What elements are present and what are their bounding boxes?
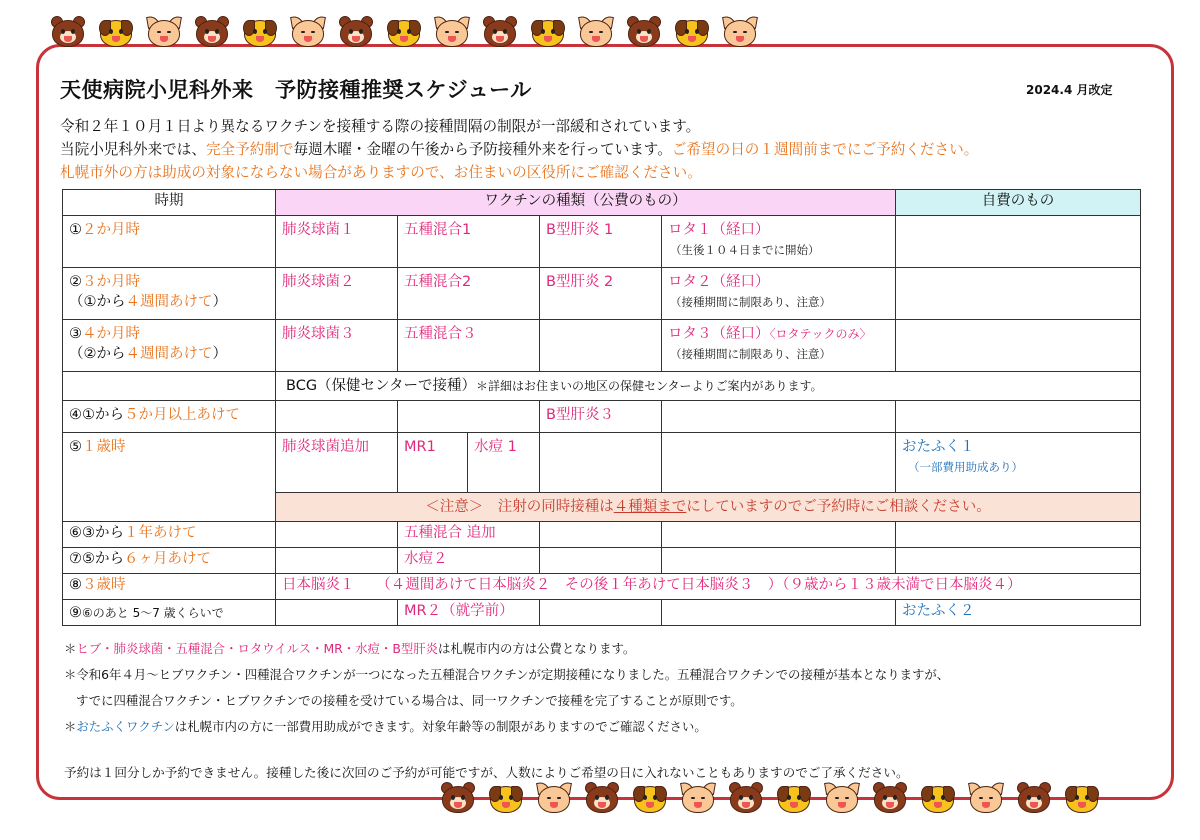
- notice-text: ＜注意＞ 注射の同時接種は: [425, 499, 614, 515]
- header-public-vaccines: ワクチンの種類（公費のもの）: [276, 190, 896, 216]
- period-cell: [63, 600, 276, 626]
- table-row: [63, 548, 1141, 574]
- intro-text: [60, 115, 978, 184]
- period-interval: １年あけて: [124, 525, 197, 541]
- intro-schedule: 毎週木曜・金曜の午後から予防接種外来を行っています。: [293, 141, 672, 158]
- vaccine-cell: [540, 600, 662, 626]
- table-row: [63, 268, 1141, 320]
- table-row: [63, 216, 1141, 268]
- period-sub: ①から: [82, 407, 124, 423]
- period-sub-end: ）: [212, 294, 227, 310]
- period-cell: [63, 574, 276, 600]
- vaccine-name: ロタ３（経口）: [668, 326, 770, 342]
- dog-icon: [530, 16, 566, 48]
- table-row: [63, 600, 1141, 626]
- dog-icon: [674, 16, 710, 48]
- vaccine-name: ロタ２（経口）: [668, 274, 770, 290]
- bear-icon: [50, 16, 86, 48]
- period-cell: [63, 268, 276, 320]
- table-row: [63, 433, 1141, 493]
- self-pay-cell: [896, 522, 1141, 548]
- page-title: 天使病院小児科外来 予防接種推奨スケジュール: [60, 78, 532, 102]
- period-sub-end: ）: [212, 346, 227, 362]
- bcg-label: BCG（保健センターで接種）: [286, 378, 476, 394]
- footnotes: [64, 636, 949, 740]
- vaccine-cell: [662, 600, 896, 626]
- vaccine-cell: 肺炎球菌追加: [276, 433, 398, 493]
- vaccine-cell: [540, 548, 662, 574]
- bcg-cell: [276, 372, 1141, 401]
- self-pay-cell: [896, 268, 1141, 320]
- vaccine-cell: 日本脳炎１ （４週間あけて日本脳炎２ その後１年あけて日本脳炎３ ）（９歳から１３歳未満で日本脳炎４）: [276, 574, 1141, 600]
- vaccine-cell: [276, 600, 398, 626]
- cat-icon: [824, 782, 860, 814]
- dog-icon: [488, 782, 524, 814]
- bcg-note: ＊詳細はお住まいの地区の保健センターよりご案内があります。: [475, 379, 823, 393]
- bear-icon: [626, 16, 662, 48]
- vaccine-cell: 肺炎球菌３: [276, 320, 398, 372]
- dog-icon: [98, 16, 134, 48]
- footnote-2: ＊令和6年４月〜ヒブワクチン・四種混合ワクチンが一つになった五種混合ワクチンが定期接種になりました。五種混合ワクチンでの接種が基本となりますが、: [64, 667, 950, 682]
- self-pay-cell: [896, 548, 1141, 574]
- footnote-1: [64, 636, 949, 662]
- vaccine-cell: [662, 216, 896, 268]
- period-cell: [63, 548, 276, 574]
- vaccine-cell: [662, 401, 896, 433]
- vaccine-cell: 五種混合３: [398, 320, 540, 372]
- cat-icon: [968, 782, 1004, 814]
- row-number: ③: [69, 326, 82, 342]
- table-row-bcg: [63, 372, 1141, 401]
- footnote-text: は札幌市内の方に一部費用助成ができます。対象年齢等の制限がありますのでご確認ください。: [174, 719, 707, 734]
- period-sub: ③から: [82, 525, 124, 541]
- vaccination-schedule-table: [62, 189, 1141, 626]
- vaccine-cell: 水痘 1: [468, 433, 540, 493]
- vaccine-cell: MR1: [398, 433, 468, 493]
- bear-icon: [584, 782, 620, 814]
- period-label: ４か月時: [82, 326, 140, 342]
- intro-line-1: 令和２年１０月１日より異なるワクチンを接種する際の接種間隔の制限が一部緩和されています。: [60, 118, 701, 135]
- intro-reservation-only: 完全予約制で: [205, 141, 294, 158]
- vaccine-cell: [276, 522, 398, 548]
- intro-line-2: [60, 138, 978, 161]
- vaccine-cell: [662, 548, 896, 574]
- vaccine-cell: 五種混合2: [398, 268, 540, 320]
- period-cell: [63, 372, 276, 401]
- cat-icon: [722, 16, 758, 48]
- vaccine-cell: 肺炎球菌１: [276, 216, 398, 268]
- vaccine-note: （接種期間に制限あり、注意）: [670, 347, 831, 361]
- dog-icon: [632, 782, 668, 814]
- self-pay-cell: [896, 433, 1141, 493]
- period-sub: ⑤から: [82, 551, 124, 567]
- cat-icon: [146, 16, 182, 48]
- footnote-star: ＊: [64, 641, 77, 656]
- row-number: ⑤: [69, 439, 82, 455]
- cat-icon: [680, 782, 716, 814]
- self-pay-cell: [896, 401, 1141, 433]
- self-pay-vaccine: おたふく１: [902, 439, 975, 455]
- bear-icon: [728, 782, 764, 814]
- vaccine-cell: [662, 320, 896, 372]
- vaccine-cell: 肺炎球菌２: [276, 268, 398, 320]
- vaccine-cell: B型肝炎 2: [540, 268, 662, 320]
- vaccine-cell: [540, 433, 662, 493]
- bear-icon: [440, 782, 476, 814]
- vaccine-cell: [662, 522, 896, 548]
- vaccine-cell: 五種混合1: [398, 216, 540, 268]
- header-period: 時期: [63, 190, 276, 216]
- footnote-star: ＊: [64, 719, 77, 734]
- dog-icon: [920, 782, 956, 814]
- vaccine-name: ロタ１（経口）: [668, 222, 770, 238]
- vaccine-note: （生後１０４日までに開始）: [670, 243, 820, 257]
- bear-icon: [1016, 782, 1052, 814]
- table-row: [63, 401, 1141, 433]
- intro-booking-deadline: ご希望の日の１週間前までにご予約ください。: [671, 141, 979, 158]
- animal-border-bottom: [440, 782, 1100, 814]
- period-cell: [63, 216, 276, 268]
- bear-icon: [482, 16, 518, 48]
- self-pay-cell: [896, 320, 1141, 372]
- cat-icon: [536, 782, 572, 814]
- animal-border-top: [50, 16, 758, 48]
- period-cell: [63, 522, 276, 548]
- dog-icon: [776, 782, 812, 814]
- notice-limit: ４種類まで: [613, 499, 687, 515]
- vaccine-note: （接種期間に制限あり、注意）: [670, 295, 831, 309]
- row-number: ①: [69, 222, 82, 238]
- row-number: ⑥: [69, 525, 82, 541]
- vaccine-cell: [276, 548, 398, 574]
- period-label: ２か月時: [82, 222, 140, 238]
- dog-icon: [242, 16, 278, 48]
- header-self-pay: 自費のもの: [896, 190, 1141, 216]
- table-row: [63, 522, 1141, 548]
- footnote-public-vaccines: ヒブ・肺炎球菌・五種混合・ロタウイルス・MR・水痘・B型肝炎: [76, 641, 438, 656]
- bear-icon: [338, 16, 374, 48]
- table-header-row: [63, 190, 1141, 216]
- table-row: [63, 574, 1141, 600]
- vaccine-cell: [662, 433, 896, 493]
- footnote-4: [64, 714, 949, 740]
- vaccine-cell: B型肝炎３: [540, 401, 662, 433]
- period-cell: [63, 433, 276, 522]
- period-interval: ４週間あけて: [125, 346, 213, 362]
- footnote-3: すでに四種混合ワクチン・ヒブワクチンでの接種を受けている場合は、同一ワクチンで接種を完了することが原則です。: [76, 693, 743, 708]
- row-number: ②: [69, 274, 82, 290]
- bear-icon: [194, 16, 230, 48]
- period-label: ⑥のあと 5〜7 歳くらいで: [82, 606, 224, 620]
- dog-icon: [1064, 782, 1100, 814]
- cat-icon: [434, 16, 470, 48]
- row-number: ⑨: [69, 605, 82, 621]
- revision-date: 2024.4 月改定: [1026, 83, 1113, 97]
- period-label: １歳時: [82, 439, 126, 455]
- vaccine-cell: 水痘２: [398, 548, 540, 574]
- vaccine-cell: [540, 320, 662, 372]
- period-label: ３か月時: [82, 274, 140, 290]
- row-number: ④: [69, 407, 82, 423]
- footnote-text: は札幌市内の方は公費となります。: [438, 641, 636, 656]
- closing-note: 予約は１回分しか予約できません。接種した後に次回のご予約が可能ですが、人数によりご希望の日に入れないこともありますのでご了承ください。: [64, 765, 909, 780]
- vaccine-extra: 〈ロタテックのみ〉: [769, 327, 872, 341]
- dog-icon: [386, 16, 422, 48]
- intro-line-3: 札幌市外の方は助成の対象にならない場合がありますので、お住まいの区役所にご確認ください。: [60, 164, 702, 181]
- notice-text-end: にしていますのでご予約時にご相談ください。: [686, 499, 991, 515]
- period-sub: （②から: [69, 346, 126, 362]
- vaccine-cell: [662, 268, 896, 320]
- period-cell: [63, 320, 276, 372]
- cat-icon: [578, 16, 614, 48]
- row-number: ⑧: [69, 577, 82, 593]
- self-pay-note: （一部費用助成あり）: [908, 460, 1024, 474]
- self-pay-cell: [896, 216, 1141, 268]
- period-label: ３歳時: [82, 577, 126, 593]
- table-row: [63, 320, 1141, 372]
- vaccine-cell: B型肝炎 1: [540, 216, 662, 268]
- notice-cell: [276, 493, 1141, 522]
- period-sub: （①から: [69, 294, 126, 310]
- period-interval: ６ヶ月あけて: [124, 551, 211, 567]
- period-interval: ５か月以上あけて: [124, 407, 240, 423]
- period-interval: ４週間あけて: [125, 294, 213, 310]
- cat-icon: [290, 16, 326, 48]
- self-pay-cell: おたふく２: [896, 600, 1141, 626]
- vaccine-cell: [276, 401, 398, 433]
- intro-text-plain: 当院小児科外来では、: [60, 141, 206, 158]
- vaccine-cell: MR２（就学前）: [398, 600, 540, 626]
- bear-icon: [872, 782, 908, 814]
- period-cell: [63, 401, 276, 433]
- vaccine-cell: 五種混合 追加: [398, 522, 540, 548]
- vaccine-cell: [540, 522, 662, 548]
- row-number: ⑦: [69, 551, 82, 567]
- vaccine-cell: [398, 401, 540, 433]
- footnote-mumps-vaccine: おたふくワクチン: [76, 719, 175, 734]
